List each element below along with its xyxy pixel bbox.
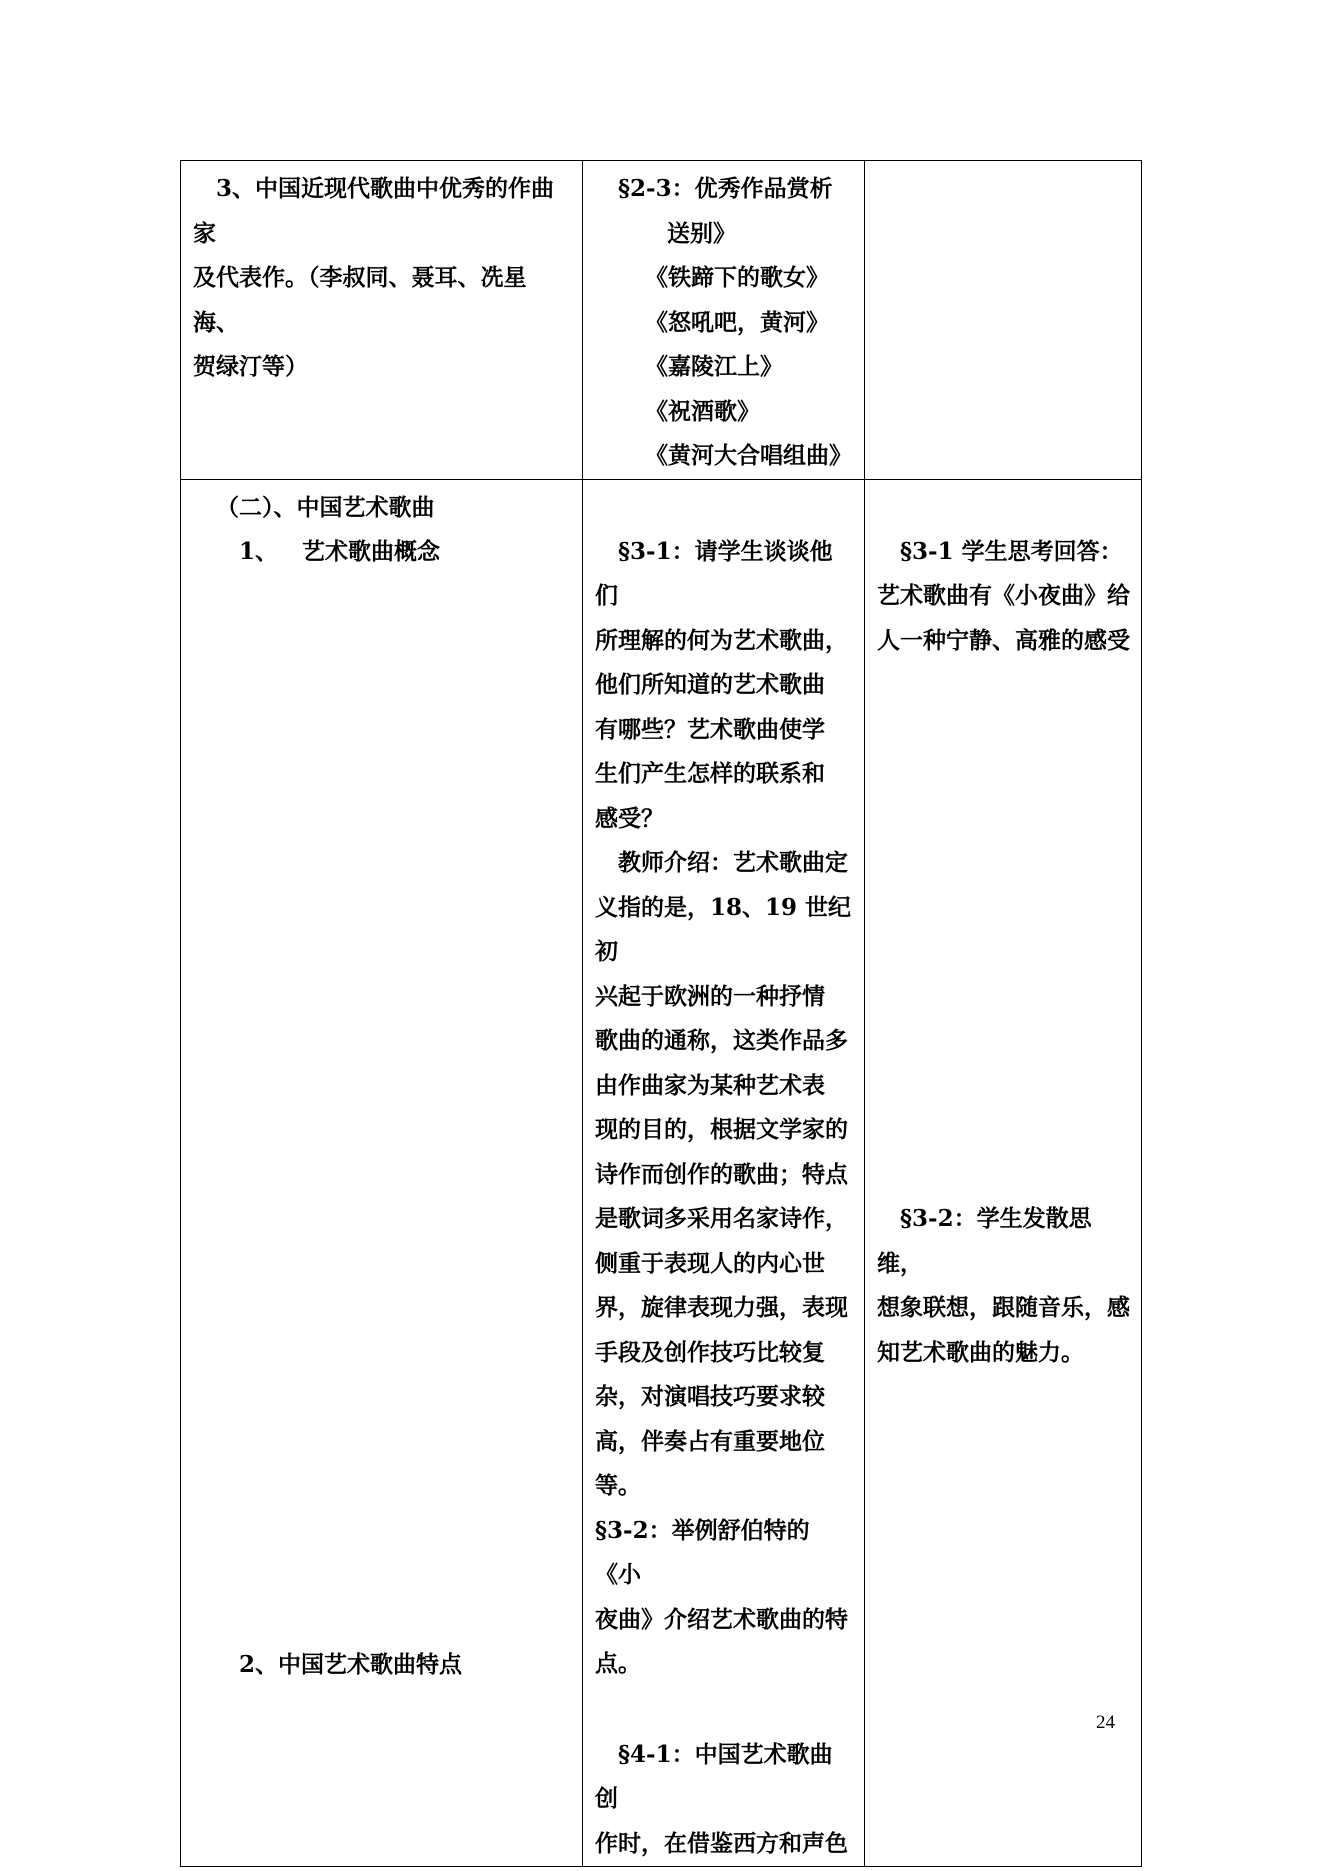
activity-line: 歌曲的通称，这类作品多 — [595, 1027, 848, 1054]
page-number: 24 — [1096, 1712, 1115, 1733]
content-cell — [181, 479, 583, 1867]
content-line: 及代表作。（李叔同、聂耳、冼星海、 — [193, 264, 527, 336]
activity-line: §3-2：举例舒伯特的《小 — [595, 1516, 810, 1588]
content-line: 3、中国近现代歌曲中优秀的作曲家 — [193, 175, 555, 247]
activity-line: 所理解的何为艺术歌曲， — [595, 626, 848, 654]
student-activity-cell — [865, 161, 1142, 480]
activity-line: 他们所知道的艺术歌曲 — [595, 671, 825, 698]
section-title: （二）、中国艺术歌曲 — [216, 493, 435, 521]
student-line: §3-2：学生发散思维， — [877, 1205, 1092, 1277]
activity-line: 兴起于欧洲的一种抒情 — [595, 982, 825, 1010]
work-title: 《黄河大合唱组曲》 — [645, 442, 852, 469]
activity-line: 点。 — [595, 1650, 641, 1677]
activity-line: 杂，对演唱技巧要求较 — [595, 1383, 825, 1410]
activity-heading: §2-3：优秀作品赏析 — [618, 175, 833, 202]
activity-line: 侧重于表现人的内心世 — [595, 1249, 825, 1277]
activity-line: 有哪些？艺术歌曲使学 — [595, 715, 825, 743]
item-title: 1、 艺术歌曲概念 — [239, 538, 441, 565]
teacher-activity-cell — [583, 161, 865, 480]
activity-line: §3-1：请学生谈谈他们 — [595, 537, 833, 609]
activity-line: 是歌词多采用名家诗作， — [595, 1205, 848, 1232]
student-line: 人一种宁静、高雅的感受 — [877, 626, 1130, 654]
content-line: 贺绿汀等） — [193, 353, 308, 380]
activity-line: §4-1：中国艺术歌曲创 — [595, 1740, 833, 1812]
activity-line: 等。 — [595, 1472, 641, 1499]
activity-line: 教师介绍：艺术歌曲定 — [618, 849, 848, 876]
content-cell — [181, 161, 583, 480]
activity-line: 高，伴奏占有重要地位 — [595, 1427, 825, 1455]
teacher-activity-cell — [583, 479, 865, 1867]
work-title: 《嘉陵江上》 — [645, 353, 783, 380]
activity-line: 作时，在借鉴西方和声色 — [595, 1829, 848, 1857]
table-row — [181, 161, 1142, 480]
activity-line: 现的目的，根据文学家的 — [595, 1116, 848, 1143]
lesson-plan-table — [180, 160, 1142, 1867]
activity-line: 生们产生怎样的联系和 — [595, 760, 825, 787]
student-line: 想象联想，跟随音乐，感 — [877, 1294, 1130, 1321]
activity-line: 感受？ — [595, 804, 664, 832]
student-line: 知艺术歌曲的魅力。 — [877, 1338, 1084, 1366]
table-row — [181, 479, 1142, 1867]
student-line: §3-1 学生思考回答： — [900, 537, 1123, 565]
student-line: 艺术歌曲有《小夜曲》给 — [877, 582, 1130, 609]
work-title: 送别》 — [667, 219, 736, 247]
work-title: 《怒吼吧，黄河》 — [645, 308, 829, 336]
item-title: 2、中国艺术歌曲特点 — [239, 1650, 463, 1678]
activity-line: 诗作而创作的歌曲；特点 — [595, 1160, 848, 1188]
student-activity-cell — [865, 479, 1142, 1867]
work-title: 《祝酒歌》 — [645, 397, 760, 425]
work-title: 《铁蹄下的歌女》 — [645, 264, 829, 291]
activity-line: 手段及创作技巧比较复 — [595, 1338, 825, 1366]
activity-line: 夜曲》介绍艺术歌曲的特 — [595, 1605, 848, 1633]
activity-line: 由作曲家为某种艺术表 — [595, 1071, 825, 1099]
activity-line: 界，旋律表现力强，表现 — [595, 1294, 848, 1321]
activity-line: 义指的是，18、19 世纪初 — [595, 893, 852, 965]
